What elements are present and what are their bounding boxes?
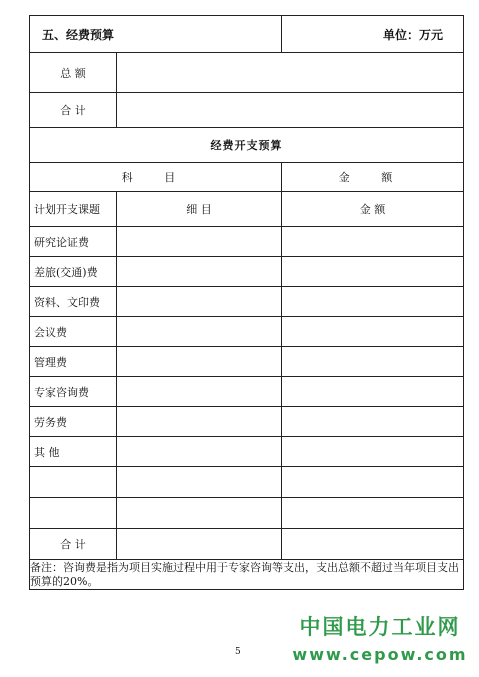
item-amount-cell[interactable] — [282, 437, 464, 467]
item-name: 研究论证费 — [30, 227, 117, 257]
sub-column-amount: 金 额 — [282, 192, 464, 227]
final-total-amount-cell[interactable] — [282, 529, 464, 560]
budget-item-row — [30, 347, 464, 377]
item-name: 差旅(交通)费 — [30, 257, 117, 287]
final-total-detail-cell[interactable] — [117, 529, 282, 560]
item-name: 管理费 — [30, 347, 117, 377]
item-name: 专家咨询费 — [30, 377, 117, 407]
column-header-row — [30, 163, 464, 192]
budget-table — [29, 15, 464, 590]
column-subject: 科 目 — [30, 163, 282, 192]
item-detail-cell[interactable] — [117, 377, 282, 407]
item-amount-cell[interactable] — [282, 377, 464, 407]
item-detail-cell[interactable] — [117, 437, 282, 467]
subtotal-label: 合 计 — [30, 93, 117, 128]
note-row — [30, 560, 464, 590]
item-amount-cell[interactable] — [282, 227, 464, 257]
budget-item-row — [30, 257, 464, 287]
total-amount-row — [30, 53, 464, 93]
subtotal-row — [30, 93, 464, 128]
subtotal-value[interactable] — [117, 93, 464, 128]
item-amount-cell[interactable] — [282, 347, 464, 377]
blank-cell[interactable] — [117, 498, 282, 529]
budget-item-row — [30, 227, 464, 257]
item-detail-cell[interactable] — [117, 347, 282, 377]
blank-row — [30, 498, 464, 529]
budget-title-row — [30, 128, 464, 163]
budget-item-row — [30, 377, 464, 407]
item-amount-cell[interactable] — [282, 407, 464, 437]
blank-cell[interactable] — [282, 467, 464, 498]
final-total-row — [30, 529, 464, 560]
unit-label: 单位：万元 — [282, 16, 464, 53]
watermark-url: www.cepow.com — [292, 645, 468, 664]
item-detail-cell[interactable] — [117, 407, 282, 437]
item-amount-cell[interactable] — [282, 257, 464, 287]
item-name: 资料、文印费 — [30, 287, 117, 317]
budget-item-row — [30, 407, 464, 437]
budget-form — [29, 15, 463, 590]
budget-title: 经费开支预算 — [30, 128, 464, 163]
blank-cell[interactable] — [30, 498, 117, 529]
header-row — [30, 16, 464, 53]
budget-item-row — [30, 437, 464, 467]
item-name: 劳务费 — [30, 407, 117, 437]
blank-cell[interactable] — [30, 467, 117, 498]
budget-item-row — [30, 317, 464, 347]
total-amount-label: 总 额 — [30, 53, 117, 93]
watermark — [290, 611, 470, 664]
sub-column-topic: 计划开支课题 — [30, 192, 117, 227]
budget-item-row — [30, 287, 464, 317]
sub-header-row — [30, 192, 464, 227]
item-detail-cell[interactable] — [117, 317, 282, 347]
item-detail-cell[interactable] — [117, 227, 282, 257]
item-detail-cell[interactable] — [117, 257, 282, 287]
total-amount-value[interactable] — [117, 53, 464, 93]
section-title: 五、经费预算 — [30, 16, 282, 53]
watermark-name: 中国电力工业网 — [299, 615, 461, 639]
column-amount: 金 额 — [282, 163, 464, 192]
item-detail-cell[interactable] — [117, 287, 282, 317]
item-amount-cell[interactable] — [282, 317, 464, 347]
note-text: 备注：咨询费是指为项目实施过程中用于专家咨询等支出，支出总额不超过当年项目支出预算的20%。 — [30, 560, 464, 590]
blank-row — [30, 467, 464, 498]
item-name: 其 他 — [30, 437, 117, 467]
item-name: 会议费 — [30, 317, 117, 347]
item-amount-cell[interactable] — [282, 287, 464, 317]
blank-cell[interactable] — [282, 498, 464, 529]
final-total-label: 合 计 — [30, 529, 117, 560]
page-number: 5 — [235, 647, 241, 657]
sub-column-detail: 细 目 — [117, 192, 282, 227]
blank-cell[interactable] — [117, 467, 282, 498]
